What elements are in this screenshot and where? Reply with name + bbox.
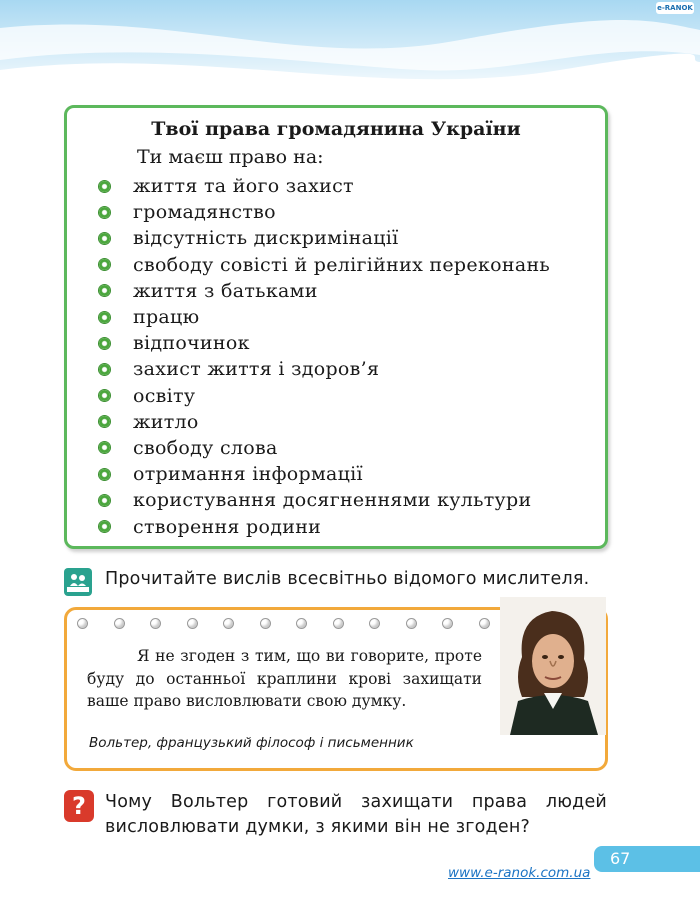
list-item: свободу слова — [99, 435, 550, 461]
list-item: користування досягненнями культури — [99, 487, 550, 513]
bullet-icon — [99, 442, 110, 453]
list-item: свободу совісті й релігійних переконань — [99, 252, 550, 278]
list-item: створення родини — [99, 513, 550, 539]
list-item: житло — [99, 409, 550, 435]
bullet-icon — [99, 469, 110, 480]
list-item: відпочинок — [99, 330, 550, 356]
bullet-icon — [99, 312, 110, 323]
list-item: відсутність дискримінації — [99, 225, 550, 251]
list-item: освіту — [99, 383, 550, 409]
quote-text: Я не згоден з тим, що ви говорите, проте буду до останньої краплини крові захищати ваше право висловлювати свою думку. — [87, 647, 482, 710]
bullet-icon — [99, 416, 110, 427]
bullet-icon — [99, 181, 110, 192]
question-text: Чому Вольтер готовий захищати права людей висловлювати думки, з якими він не згоден? — [105, 792, 607, 837]
reading-task-icon — [64, 568, 92, 596]
task-instruction: Прочитайте вислів всесвітньо відомого мислителя. — [105, 569, 590, 589]
rights-title: Твої права громадянина України — [151, 118, 521, 140]
list-item: захист життя і здоров’я — [99, 356, 550, 382]
rights-box — [64, 105, 608, 549]
bullet-icon — [99, 364, 110, 375]
ring-binding-decoration — [77, 618, 563, 629]
list-item: життя та його захист — [99, 173, 550, 199]
bullet-icon — [99, 521, 110, 532]
voltaire-portrait — [500, 597, 606, 735]
rights-list — [99, 173, 550, 540]
list-item: отримання інформації — [99, 461, 550, 487]
bullet-icon — [99, 233, 110, 244]
question-icon: ? — [64, 790, 94, 822]
header-wave-decoration — [0, 0, 700, 100]
bullet-icon — [99, 495, 110, 506]
list-item: громадянство — [99, 199, 550, 225]
bullet-icon — [99, 259, 110, 270]
rights-intro: Ти маєш право на: — [137, 146, 324, 168]
quote-author: Вольтер, французький філософ і письменник — [89, 735, 414, 751]
bullet-icon — [99, 390, 110, 401]
publisher-logo: e-RANOK — [657, 4, 693, 12]
list-item: життя з батьками — [99, 278, 550, 304]
bullet-icon — [99, 207, 110, 218]
bullet-icon — [99, 285, 110, 296]
list-item: працю — [99, 304, 550, 330]
bullet-icon — [99, 338, 110, 349]
page-number: 67 — [594, 846, 700, 872]
website-link[interactable]: www.e-ranok.com.ua — [448, 865, 591, 881]
